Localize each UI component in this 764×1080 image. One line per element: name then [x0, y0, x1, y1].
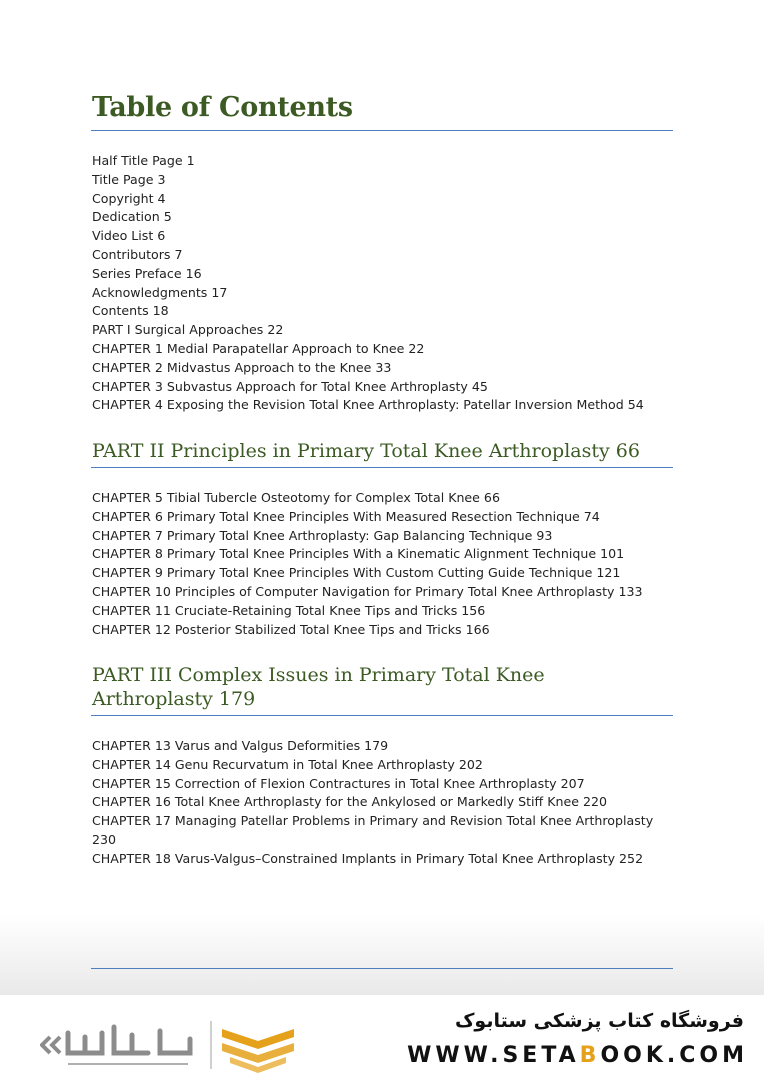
toc-entry[interactable]: CHAPTER 12 Posterior Stabilized Total Knee Tips and Tricks 166: [92, 621, 490, 637]
website-url-accent: B: [579, 1043, 601, 1068]
toc-entry[interactable]: Video List 6: [92, 228, 166, 244]
website-url-prefix: WWW.SETA: [407, 1043, 580, 1068]
toc-entry[interactable]: CHAPTER 1 Medial Parapatellar Approach to Knee 22: [92, 340, 425, 356]
toc-entry[interactable]: CHAPTER 14 Genu Recurvatum in Total Knee Arthroplasty 202: [92, 756, 483, 772]
toc-entry[interactable]: CHAPTER 11 Cruciate-Retaining Total Knee Tips and Tricks 156: [92, 602, 486, 618]
logo-subtitle-underline: [68, 1063, 188, 1065]
toc-entry[interactable]: CHAPTER 5 Tibial Tubercle Osteotomy for Complex Total Knee 66: [92, 490, 500, 505]
toc-entry[interactable]: CHAPTER 8 Primary Total Knee Principles With a Kinematic Alignment Technique 101: [92, 546, 625, 562]
page-title: Table of Contents: [92, 92, 353, 123]
toc-entry[interactable]: CHAPTER 3 Subvastus Approach for Total Knee Arthroplasty 45: [92, 378, 488, 394]
toc-entry[interactable]: Series Preface 16: [92, 265, 202, 281]
toc-entry[interactable]: PART I Surgical Approaches 22: [92, 322, 284, 338]
shop-name: فروشگاه کتاب پزشکی ستابوک: [454, 1010, 744, 1032]
toc-entry[interactable]: CHAPTER 10 Principles of Computer Navigation for Primary Total Knee Arthroplasty 133: [92, 583, 643, 599]
toc-entry[interactable]: CHAPTER 2 Midvastus Approach to the Knee 33: [92, 359, 392, 375]
toc-entry[interactable]: Dedication 5: [92, 209, 172, 225]
title-rule: [91, 130, 673, 131]
double-chevron-icon: [42, 1037, 60, 1053]
part-2-rule: [91, 467, 673, 468]
toc-entry[interactable]: CHAPTER 4 Exposing the Revision Total Knee Arthroplasty: Patellar Inversion Method 54: [92, 397, 644, 413]
website-url[interactable]: [407, 1043, 748, 1068]
toc-entry[interactable]: CHAPTER 13 Varus and Valgus Deformities 179: [92, 738, 389, 753]
toc-entry[interactable]: CHAPTER 18 Varus-Valgus–Constrained Implants in Primary Total Knee Arthroplasty 252: [92, 850, 644, 866]
toc-entry[interactable]: CHAPTER 6 Primary Total Knee Principles With Measured Resection Technique 74: [92, 508, 600, 524]
part-3-list: [92, 737, 662, 869]
toc-entry[interactable]: CHAPTER 15 Correction of Flexion Contractures in Total Knee Arthroplasty 207: [92, 775, 585, 791]
footer-rule: [91, 968, 673, 969]
part-2-heading[interactable]: PART II Principles in Primary Total Knee Arthroplasty 66: [92, 440, 640, 462]
toc-entry[interactable]: CHAPTER 16 Total Knee Arthroplasty for the Ankylosed or Markedly Stiff Knee 220: [92, 794, 608, 810]
part-2-list: [92, 489, 643, 639]
toc-entry[interactable]: CHAPTER 9 Primary Total Knee Principles With Custom Cutting Guide Technique 121: [92, 565, 621, 581]
page-bottom-shadow: [0, 915, 764, 995]
book-stack-icon: [222, 1029, 294, 1073]
logo-script-mark: [68, 1027, 190, 1053]
part-3-rule: [91, 715, 673, 716]
toc-entry[interactable]: Acknowledgments 17: [92, 284, 228, 300]
front-matter-list: [92, 152, 644, 415]
toc-entry[interactable]: Half Title Page 1: [92, 153, 195, 168]
setabook-logo: [40, 1015, 300, 1075]
logo-divider: [210, 1021, 212, 1069]
website-url-suffix: OOK.COM: [600, 1043, 748, 1068]
toc-entry[interactable]: CHAPTER 17 Managing Patellar Problems in Primary and Revision Total Knee Arthroplasty 230: [92, 813, 654, 847]
toc-entry[interactable]: Copyright 4: [92, 190, 166, 206]
toc-entry[interactable]: CHAPTER 7 Primary Total Knee Arthroplasty: Gap Balancing Technique 93: [92, 527, 553, 543]
toc-entry[interactable]: Title Page 3: [92, 171, 166, 187]
toc-entry[interactable]: Contributors 7: [92, 246, 183, 262]
part-3-heading[interactable]: PART III Complex Issues in Primary Total Knee Arthroplasty 179: [92, 664, 545, 710]
toc-entry[interactable]: Contents 18: [92, 303, 169, 319]
